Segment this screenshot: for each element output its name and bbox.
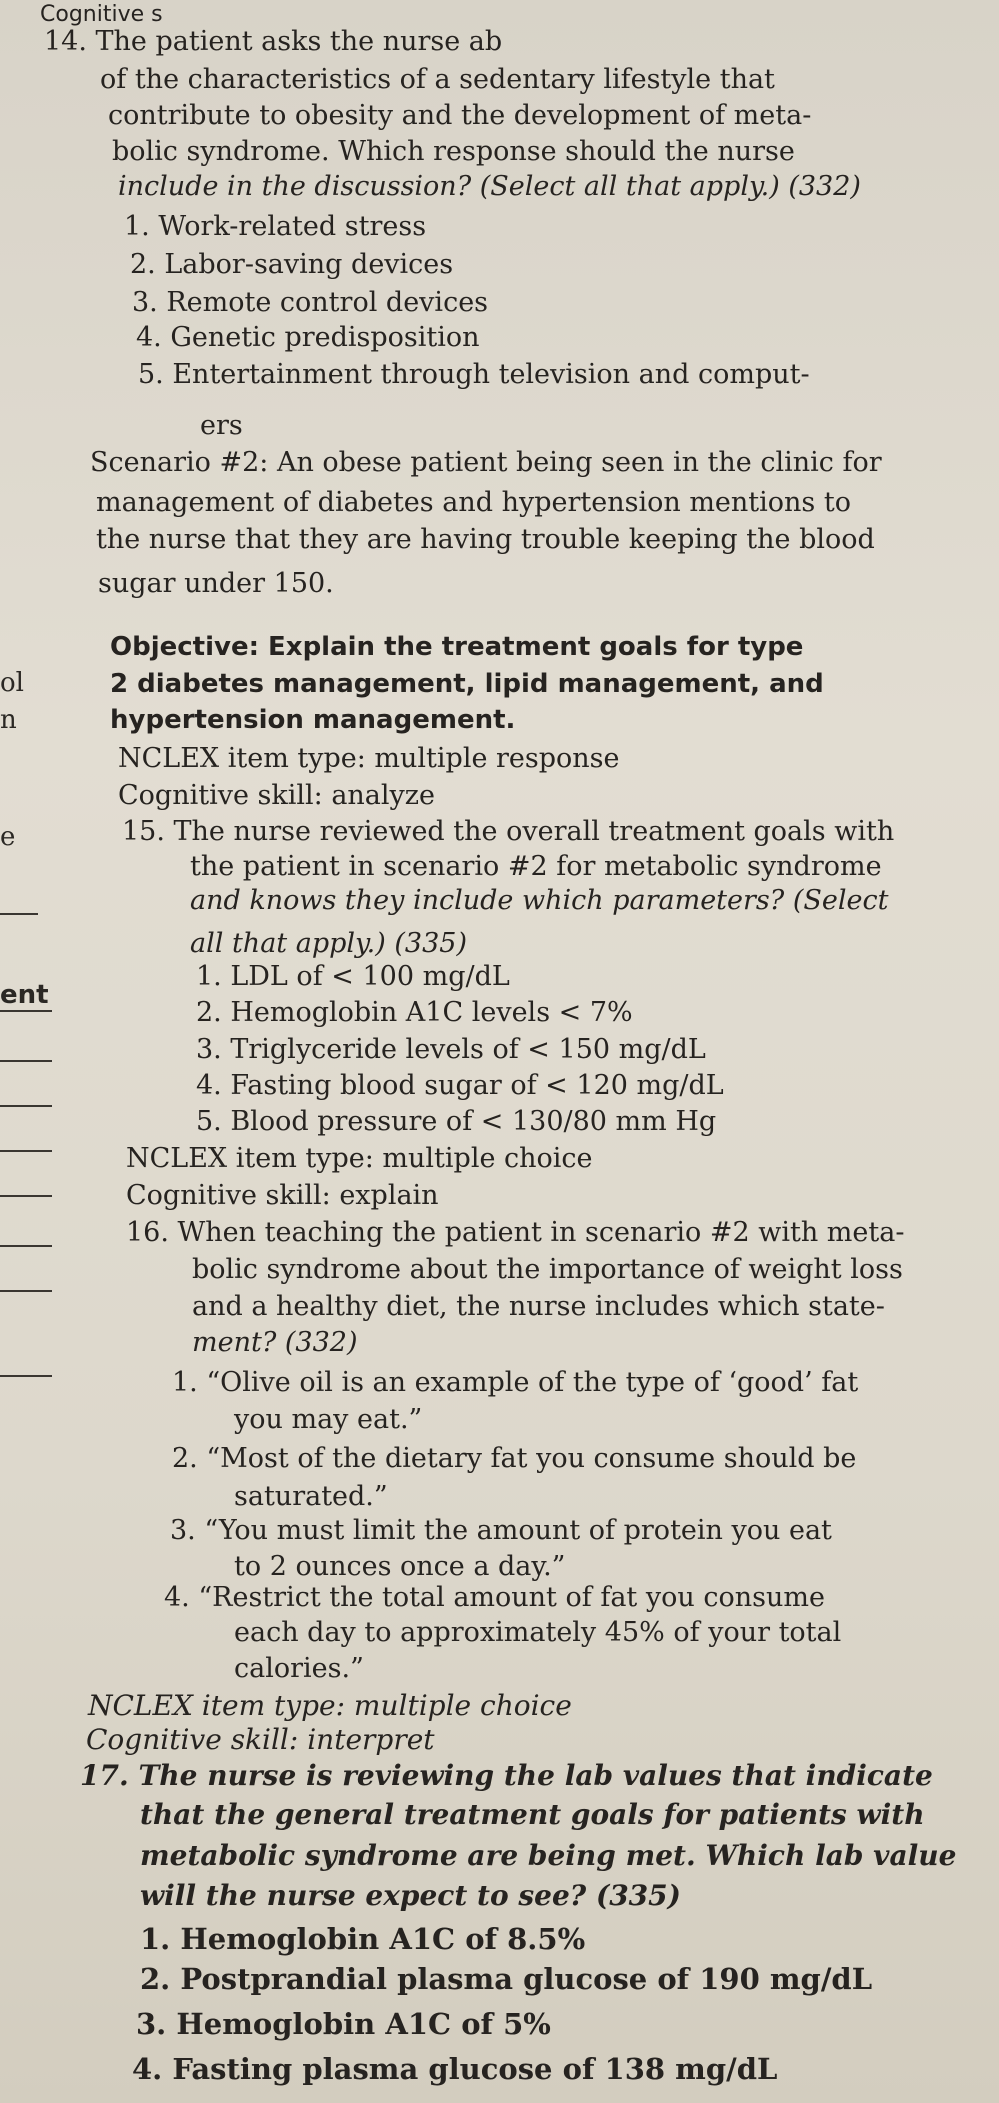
- q16-option: calories.”: [234, 1653, 364, 1684]
- q16-option: saturated.”: [234, 1481, 388, 1512]
- q17-option: 1. Hemoglobin A1C of 8.5%: [140, 1922, 586, 1956]
- q16-skill: Cognitive skill: explain: [126, 1180, 439, 1211]
- q17-line: metabolic syndrome are being met. Which lab value: [140, 1839, 957, 1872]
- q14-option: ers: [200, 410, 243, 441]
- q14-option: 2. Labor-saving devices: [130, 249, 454, 280]
- q16-option: 4. “Restrict the total amount of fat you consume: [164, 1582, 825, 1613]
- margin-rule: [0, 1105, 52, 1107]
- objective-line: 2 diabetes management, lipid management, and: [110, 669, 824, 699]
- objective-line: Objective: Explain the treatment goals for type: [110, 632, 804, 662]
- q14-line: 14. The patient asks the nurse ab: [44, 26, 503, 57]
- q14-line: bolic syndrome. Which response should the nurse: [112, 136, 795, 167]
- page-header-fragment: Cognitive s: [40, 2, 163, 27]
- q14-line: of the characteristics of a sedentary lifestyle that: [100, 64, 775, 95]
- q15-line: all that apply.) (335): [190, 928, 467, 959]
- q14-line: include in the discussion? (Select all that apply.) (332): [118, 171, 861, 202]
- q16-line: bolic syndrome about the importance of weight loss: [192, 1254, 903, 1285]
- q14-option: 1. Work-related stress: [124, 211, 427, 242]
- q14-option: 5. Entertainment through television and comput-: [138, 359, 810, 390]
- q17-line: 17. The nurse is reviewing the lab values that indicate: [80, 1759, 933, 1792]
- scenario2-line: the nurse that they are having trouble keeping the blood: [96, 524, 875, 555]
- q17-option: 4. Fasting plasma glucose of 138 mg/dL: [132, 2052, 778, 2086]
- margin-rule: [0, 1060, 52, 1062]
- q16-line: ment? (332): [192, 1327, 358, 1358]
- q16-option: 1. “Olive oil is an example of the type of ‘good’ fat: [172, 1367, 859, 1398]
- margin-fragment: ent: [0, 980, 49, 1010]
- q14-line: contribute to obesity and the development of meta-: [108, 100, 812, 131]
- q15-line: and knows they include which parameters? (Select: [190, 885, 889, 916]
- margin-fragment: e: [0, 822, 16, 852]
- scenario2-line: sugar under 150.: [98, 568, 334, 599]
- margin-rule: [0, 1195, 52, 1197]
- q17-line: that the general treatment goals for patients with: [140, 1798, 925, 1831]
- q15-option: 3. Triglyceride levels of < 150 mg/dL: [196, 1034, 706, 1065]
- q17-option: 3. Hemoglobin A1C of 5%: [136, 2007, 551, 2041]
- q16-option: each day to approximately 45% of your total: [234, 1617, 842, 1648]
- q15-line: 15. The nurse reviewed the overall treatment goals with: [122, 816, 895, 847]
- margin-rule: [0, 1010, 52, 1012]
- q15-option: 4. Fasting blood sugar of < 120 mg/dL: [196, 1070, 724, 1101]
- q16-option: you may eat.”: [234, 1404, 423, 1435]
- q15-option: 1. LDL of < 100 mg/dL: [196, 961, 510, 992]
- q15-line: the patient in scenario #2 for metabolic syndrome: [190, 851, 882, 882]
- margin-rule: [0, 913, 38, 915]
- q16-line: and a healthy diet, the nurse includes which state-: [192, 1291, 885, 1322]
- q14-option: 4. Genetic predisposition: [136, 322, 480, 353]
- objective-line: hypertension management.: [110, 705, 516, 735]
- q15-option: 2. Hemoglobin A1C levels < 7%: [196, 997, 633, 1028]
- margin-fragment: n: [0, 705, 17, 735]
- q17-option: 2. Postprandial plasma glucose of 190 mg/dL: [140, 1962, 873, 1996]
- margin-rule: [0, 1245, 52, 1247]
- margin-rule: [0, 1290, 52, 1292]
- q15-item-type: NCLEX item type: multiple response: [118, 743, 620, 774]
- q14-option: 3. Remote control devices: [132, 287, 489, 318]
- q16-option: to 2 ounces once a day.”: [234, 1551, 566, 1582]
- q17-skill: Cognitive skill: interpret: [86, 1723, 435, 1756]
- q17-item-type: NCLEX item type: multiple choice: [88, 1689, 572, 1722]
- q16-option: 3. “You must limit the amount of protein you eat: [170, 1515, 832, 1546]
- q16-line: 16. When teaching the patient in scenario #2 with meta-: [126, 1217, 905, 1248]
- scenario2-line: management of diabetes and hypertension mentions to: [96, 487, 851, 518]
- scenario2-line: Scenario #2: An obese patient being seen in the clinic for: [90, 447, 882, 478]
- q16-item-type: NCLEX item type: multiple choice: [126, 1143, 593, 1174]
- q16-option: 2. “Most of the dietary fat you consume should be: [172, 1443, 857, 1474]
- q15-option: 5. Blood pressure of < 130/80 mm Hg: [196, 1106, 717, 1137]
- q15-skill: Cognitive skill: analyze: [118, 780, 435, 811]
- margin-rule: [0, 1375, 52, 1377]
- margin-rule: [0, 1150, 52, 1152]
- q17-line: will the nurse expect to see? (335): [140, 1879, 681, 1912]
- margin-fragment: ol: [0, 668, 24, 698]
